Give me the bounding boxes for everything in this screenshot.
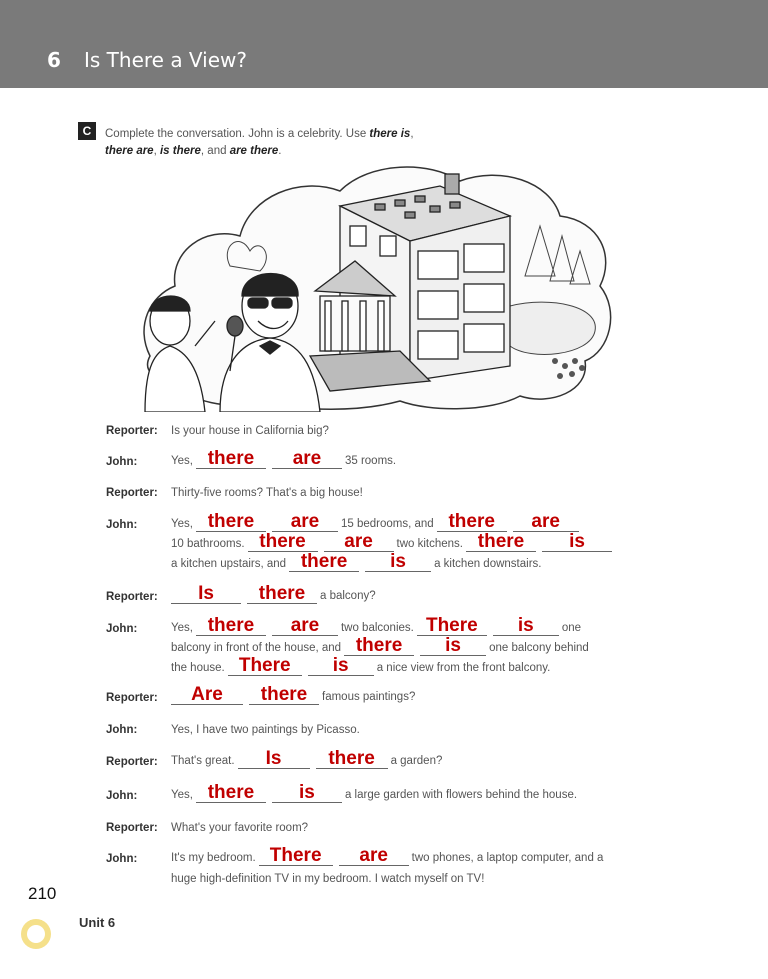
house [310, 174, 510, 391]
unit-header [0, 0, 768, 88]
answer-blank[interactable]: is [308, 657, 374, 676]
speaker-label: John: [106, 853, 138, 865]
answer-blank[interactable]: is [493, 617, 559, 636]
speaker-label: John: [106, 724, 138, 736]
line-text: a kitchen upstairs, and there is a kitchen downstairs. [171, 551, 542, 572]
answer-blank[interactable]: There [228, 657, 302, 676]
speaker-label: John: [106, 519, 138, 531]
line-text: huge high-definition TV in my bedroom. I watch myself on TV! [171, 873, 485, 885]
answer-blank[interactable]: there [344, 637, 414, 656]
answer-blank[interactable]: there [249, 686, 319, 705]
answer-blank[interactable]: There [417, 617, 487, 636]
speaker-label: John: [106, 790, 138, 802]
speaker-label: John: [106, 456, 138, 468]
speaker-label: Reporter: [106, 487, 158, 499]
answer-blank[interactable]: Is [171, 585, 241, 604]
line-text: Yes, there are 15 bedrooms, and there are [171, 513, 582, 532]
house-illustration [130, 156, 620, 412]
line-text: What's your favorite room? [171, 822, 309, 834]
line-text: Thirty-five rooms? That's a big house! [171, 487, 363, 499]
speaker-label: Reporter: [106, 591, 158, 603]
answer-blank[interactable]: is [542, 533, 612, 552]
page-number: 210 [28, 884, 57, 903]
line-text: Yes, I have two paintings by Picasso. [171, 724, 360, 736]
answer-blank[interactable]: Are [171, 686, 243, 705]
answer-blank[interactable]: are [513, 513, 579, 532]
unit-label: Unit 6 [79, 915, 116, 930]
answer-blank[interactable]: There [259, 847, 333, 866]
answer-blank[interactable]: there [196, 617, 266, 636]
answer-blank[interactable]: Is [238, 750, 310, 769]
line-text: Is your house in California big? [171, 425, 329, 437]
line-text: the house. There is a nice view from the front balcony. [171, 655, 551, 676]
line-text: 10 bathrooms. there are two kitchens. there is [171, 533, 615, 552]
answer-blank[interactable]: there [316, 750, 388, 769]
answer-blank[interactable]: is [420, 637, 486, 656]
answer-blank[interactable]: there [196, 450, 266, 469]
answer-blank[interactable]: there [196, 784, 266, 803]
speaker-label: John: [106, 623, 138, 635]
speaker-label: Reporter: [106, 425, 158, 437]
answer-blank[interactable]: are [324, 533, 394, 552]
line-text: It's my bedroom. There are two phones, a laptop computer, and a [171, 845, 604, 866]
answer-blank[interactable]: is [272, 784, 342, 803]
line-text: Are there famous paintings? [171, 686, 415, 705]
line-text: Yes, there are 35 rooms. [171, 448, 397, 469]
line-text: Yes, there is a large garden with flowers behind the house. [171, 782, 578, 803]
line-text: Is there a balcony? [171, 585, 376, 604]
speaker-label: Reporter: [106, 756, 158, 768]
unit-title: Is There a View? [84, 48, 248, 72]
publisher-logo-icon [16, 912, 56, 952]
answer-blank[interactable]: there [466, 533, 536, 552]
answer-blank[interactable]: are [339, 847, 409, 866]
section-letter-badge: C [78, 122, 96, 140]
answer-blank[interactable]: are [272, 617, 338, 636]
answer-blank[interactable]: there [196, 513, 266, 532]
line-text: That's great. Is there a garden? [171, 748, 443, 769]
answer-blank[interactable]: there [247, 585, 317, 604]
speaker-label: Reporter: [106, 692, 158, 704]
answer-blank[interactable]: there [248, 533, 318, 552]
answer-blank[interactable]: are [272, 513, 338, 532]
speaker-label: Reporter: [106, 822, 158, 834]
line-text: Yes, there are two balconies. There is one [171, 615, 582, 636]
exercise-instruction: Complete the conversation. John is a celebrity. Use there is, there are, is there, and are there. [105, 128, 414, 157]
unit-number: 6 [47, 48, 61, 72]
answer-blank[interactable]: is [365, 553, 431, 572]
answer-blank[interactable]: are [272, 450, 342, 469]
line-text: balcony in front of the house, and there is one balcony behind [171, 635, 589, 656]
answer-blank[interactable]: there [289, 553, 359, 572]
answer-blank[interactable]: there [437, 513, 507, 532]
